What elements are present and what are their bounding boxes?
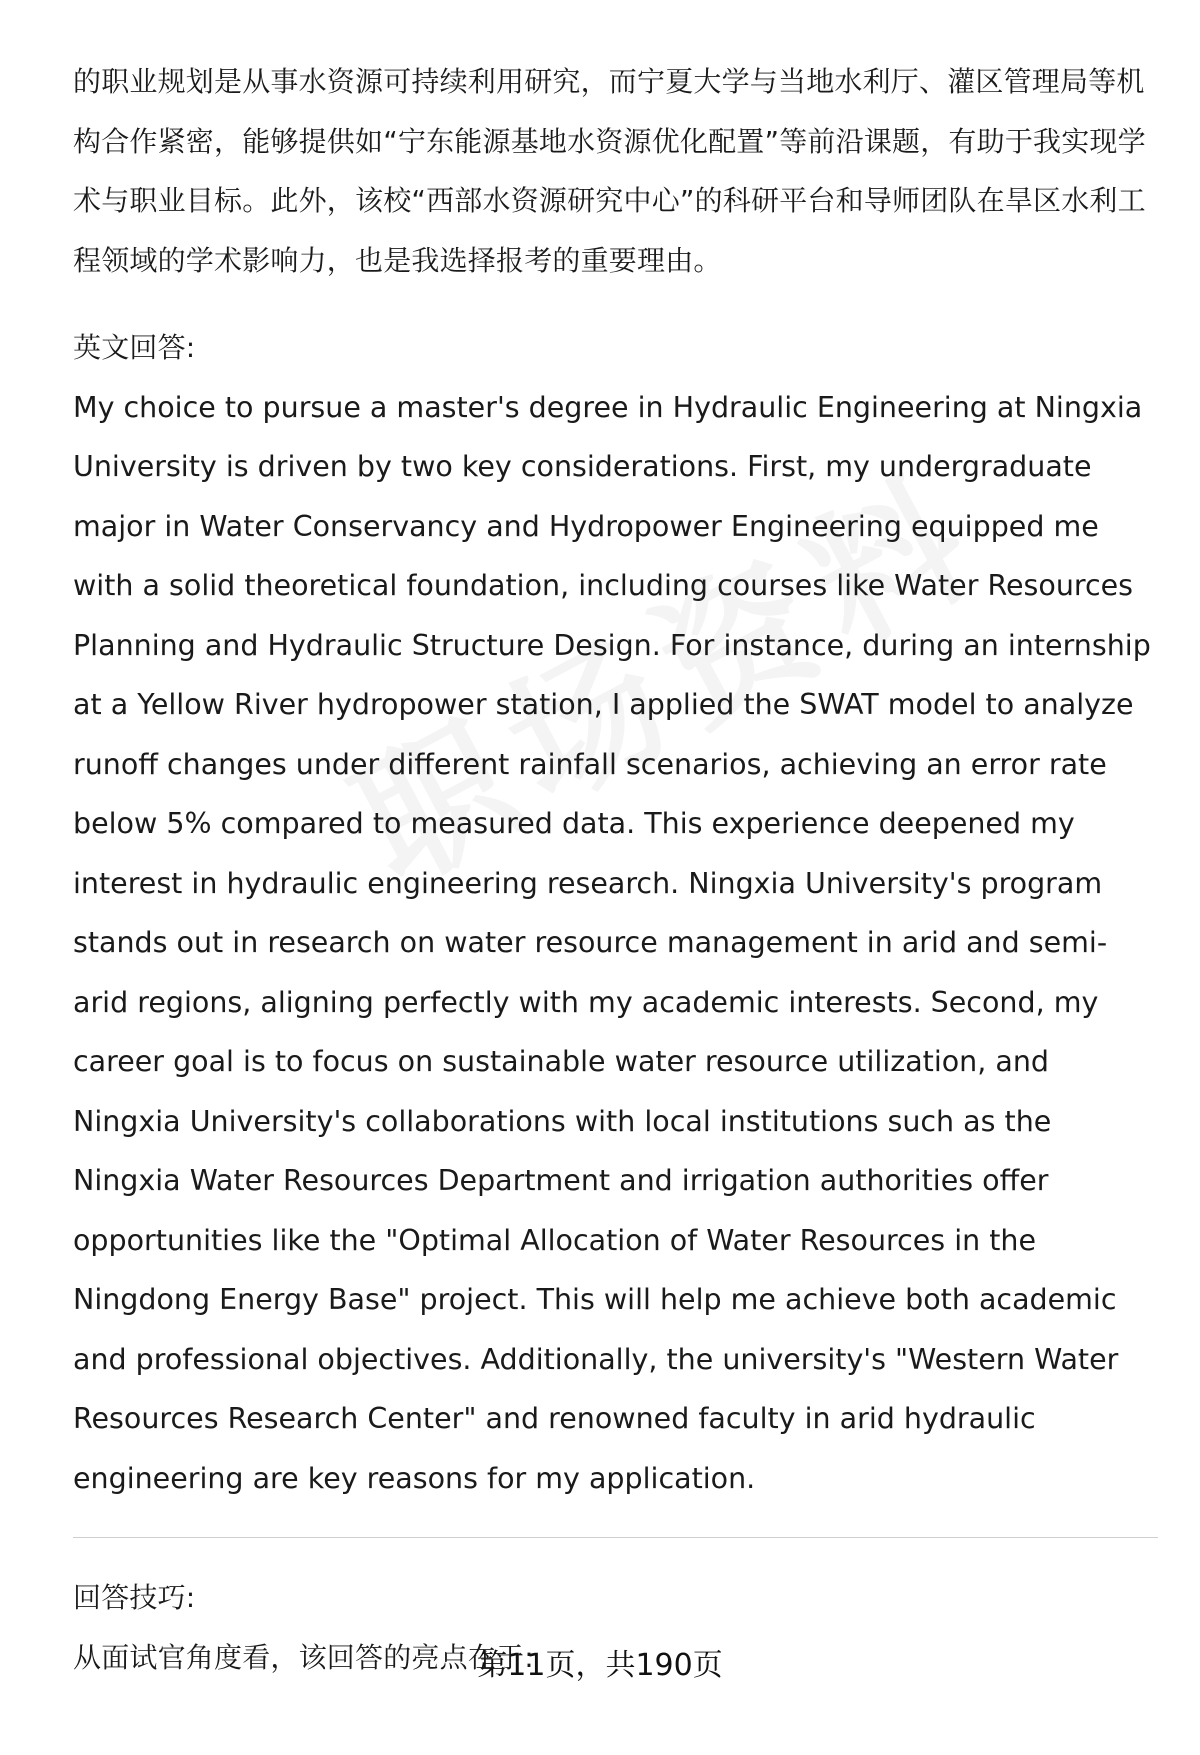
chinese-answer-continued: 的职业规划是从事水资源可持续利用研究，而宁夏大学与当地水利厅、灌区管理局等机构合作紧密，能够提供如“宁东能源基地水资源优化配置”等前沿课题，有助于我实现学术与职业目标。此外，该校“西部水资源研究中心”的科研平台和导师团队在旱区水利工程领域的学术影响力，也是我选择报考的重要理由。 <box>73 65 1146 277</box>
section-divider <box>73 1537 1158 1538</box>
english-answer-text: My choice to pursue a master's degree in Hydraulic Engineering at Ningxia University is driven by two key considerations. First, my undergraduate major in Water Conservancy and Hydropower Engineering equipped me with a solid theoretical foundation, including courses like Water Resources Planning and Hydraulic Structure Design. For instance, during an internship at a Yellow River hydropower station, I applied the SWAT model to analyze runoff changes under different rainfall scenarios, achieving an error rate below 5% compared to measured data. This experience deepened my interest in hydraulic engineering research. Ningxia University's program stands out in research on water resource management in arid and semi-arid regions, aligning perfectly with my academic interests. Second, my career goal is to focus on sustainable water resource utilization, and Ningxia University's collaborations with local institutions such as the Ningxia Water Resources Department and irrigation authorities offer opportunities like the "Optimal Allocation of Water Resources in the Ningdong Energy Base" project. This will help me achieve both academic and professional objectives. Additionally, the university's "Western Water Resources Research Center" and renowned faculty in arid hydraulic engineering are key reasons for my application. <box>73 390 1151 1495</box>
answer-tips-intro: 从面试官角度看，该回答的亮点在于: <box>73 1640 534 1674</box>
answer-tips-label: 回答技巧: <box>73 1581 196 1614</box>
english-answer-label: 英文回答: <box>73 331 196 364</box>
document-body <box>73 52 1158 1687</box>
page-number-footer: 第11页，共190页 <box>477 1648 723 1683</box>
